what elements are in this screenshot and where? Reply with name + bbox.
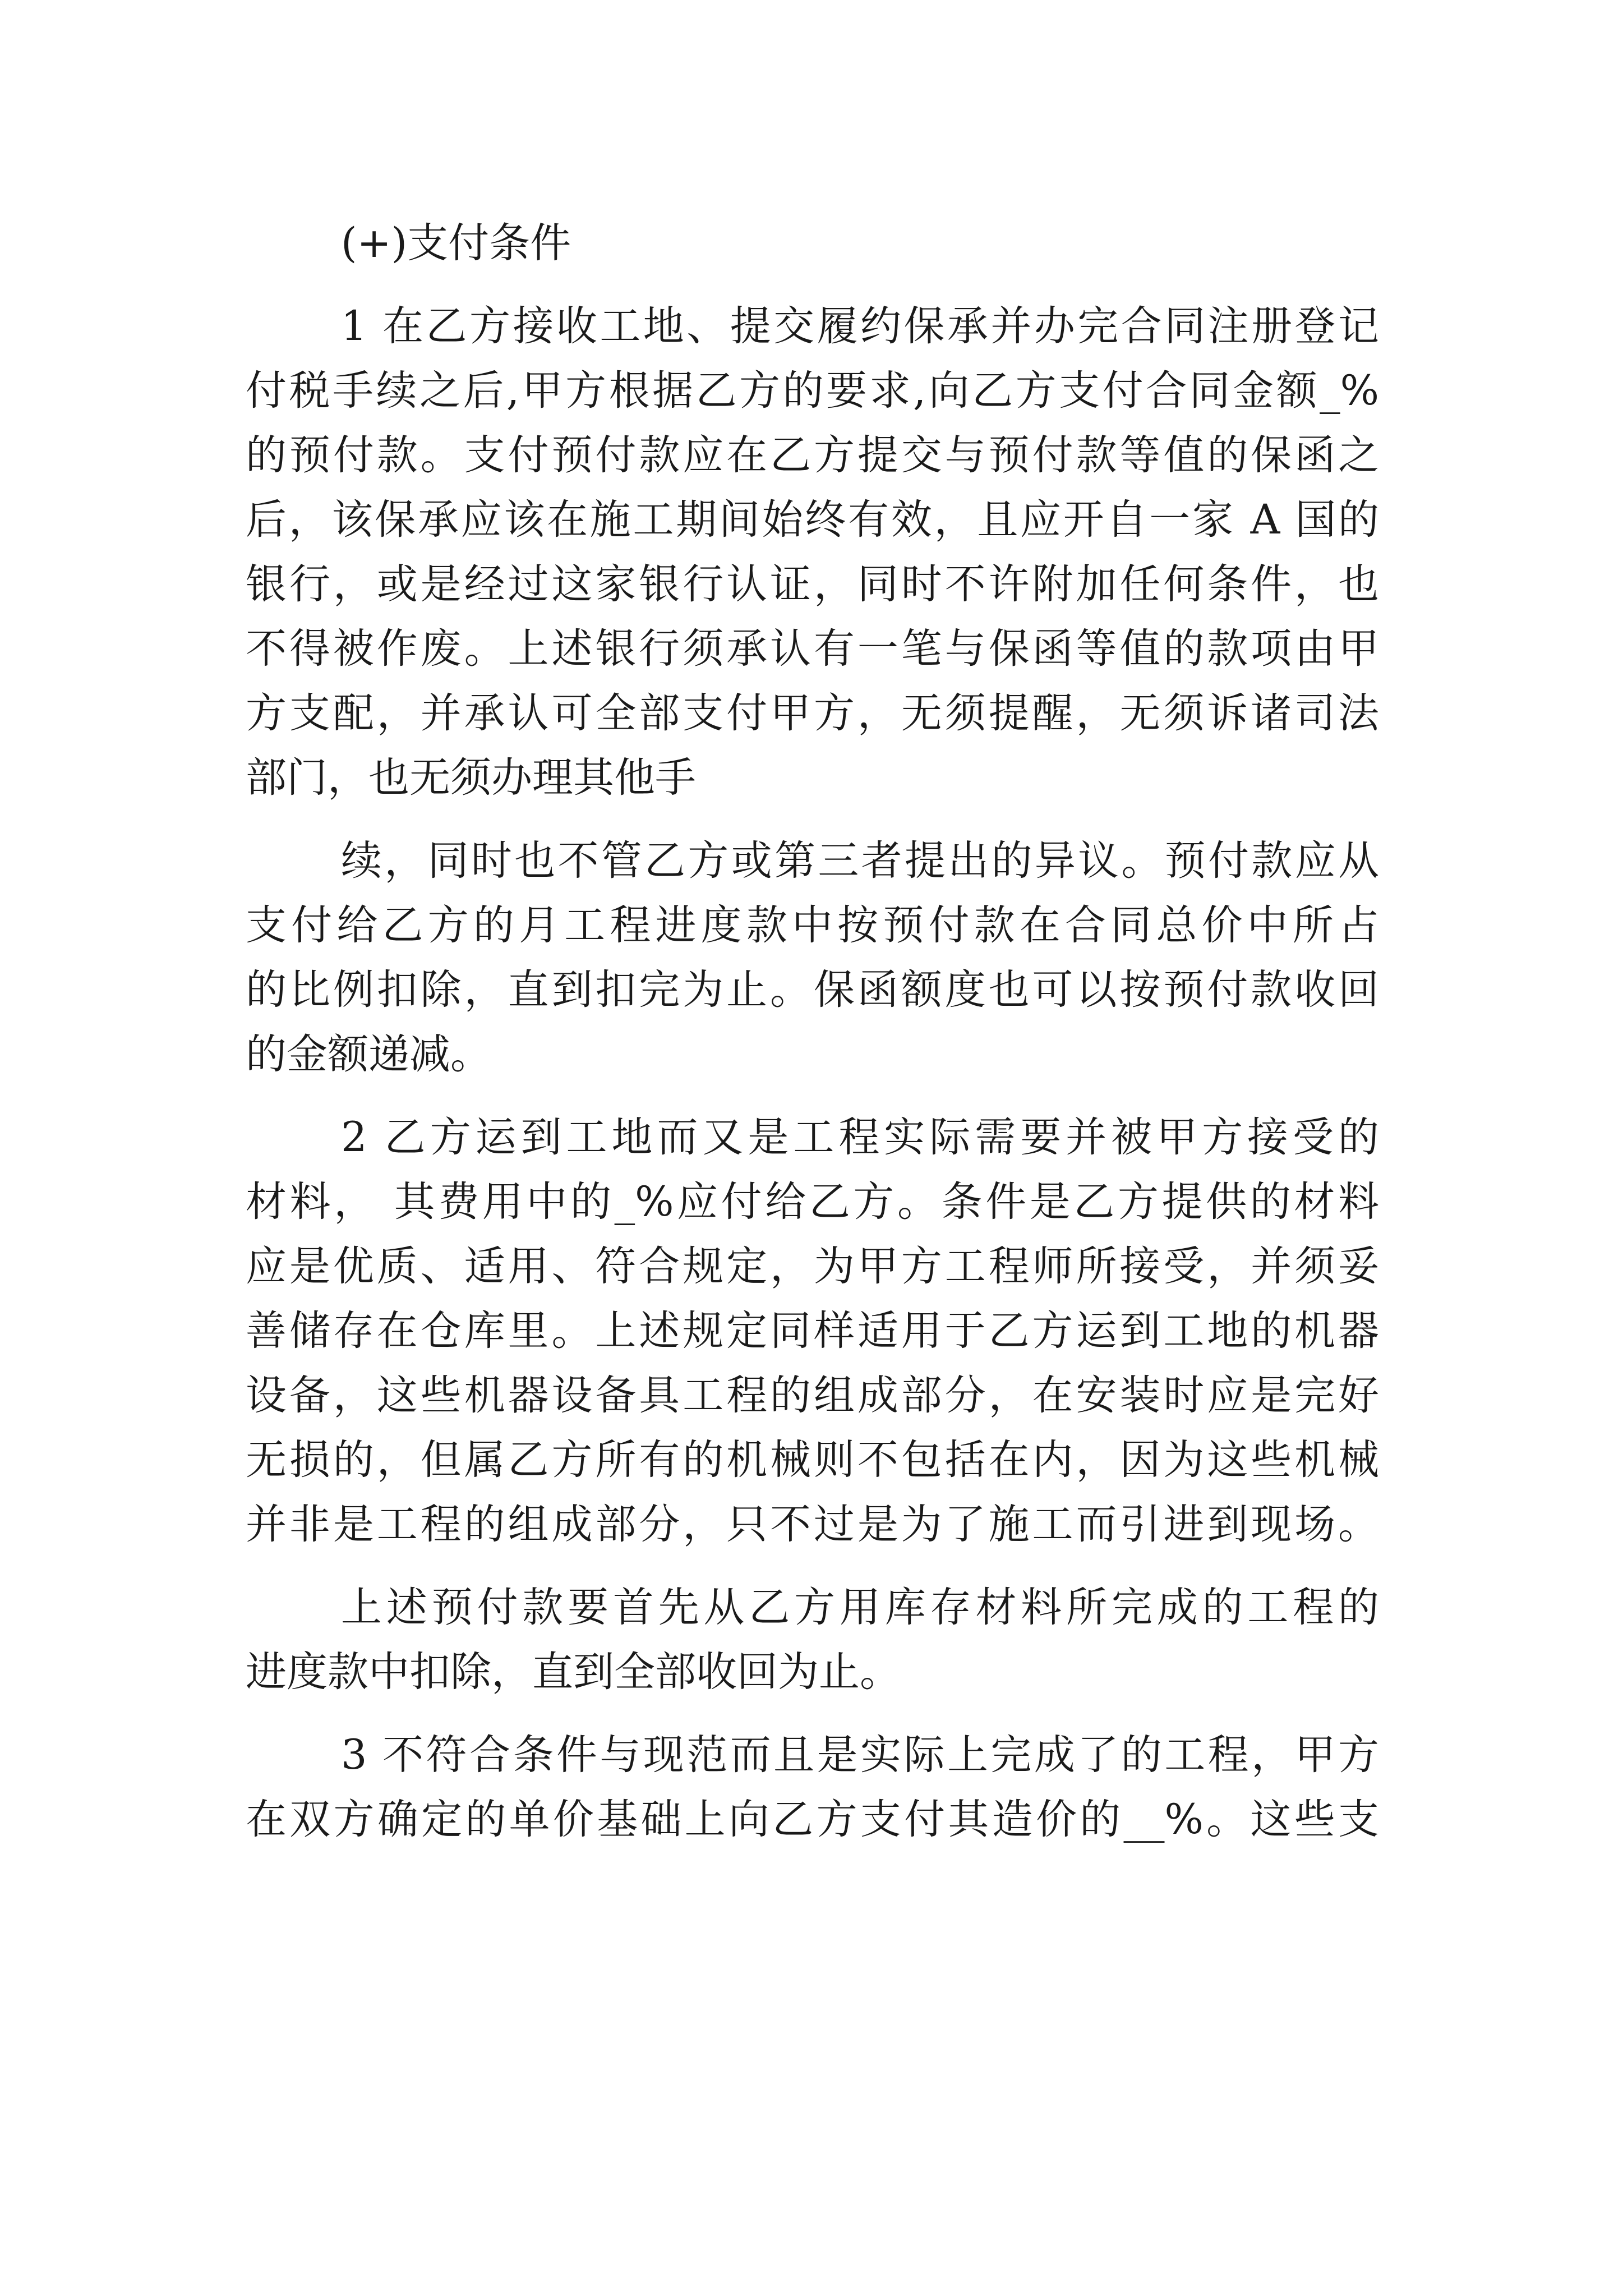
paragraph-line: 善储存在仓库里。上述规定同样适用于乙方运到工地的机器 (246, 1307, 1379, 1355)
paragraph-line: 在双方确定的单价基础上向乙方支付其造价的__%。这些支 (246, 1796, 1379, 1843)
paragraph-line: 并非是工程的组成部分，只不过是为了施工而引进到现场。 (246, 1501, 1379, 1548)
paragraph-line: 的预付款。支付预付款应在乙方提交与预付款等值的保函之 (246, 431, 1379, 479)
section-heading: (+)支付条件 (341, 219, 571, 267)
paragraph-line: 付税手续之后,甲方根据乙方的要求,向乙方支付合同金额_% (246, 367, 1379, 415)
paragraph-line: 方支配，并承认可全部支付甲方，无须提醒，无须诉诸司法 (246, 689, 1379, 737)
paragraph-line: 银行，或是经过这家银行认证，同时不许附加任何条件，也 (246, 560, 1379, 608)
paragraph-line: 2 乙方运到工地而又是工程实际需要并被甲方接受的 (341, 1114, 1379, 1161)
paragraph-line: 应是优质、适用、符合规定，为甲方工程师所接受，并须妥 (246, 1243, 1379, 1290)
paragraph-line: 3 不符合条件与现范而且是实际上完成了的工程，甲方 (341, 1731, 1379, 1779)
paragraph-line: 支付给乙方的月工程进度款中按预付款在合同总价中所占 (246, 901, 1379, 949)
paragraph-line: 后，该保承应该在施工期间始终有效，且应开自一家 A 国的 (246, 496, 1379, 544)
paragraph-line: 上述预付款要首先从乙方用库存材料所完成的工程的 (341, 1584, 1379, 1631)
paragraph-line: 的金额递减。 (246, 1030, 491, 1078)
paragraph-line: 进度款中扣除，直到全部收回为止。 (246, 1648, 901, 1696)
paragraph-line: 不得被作废。上述银行须承认有一笔与保函等值的款项由甲 (246, 625, 1379, 673)
paragraph-line: 设备，这些机器设备具工程的组成部分，在安装时应是完好 (246, 1372, 1379, 1419)
paragraph-line: 无损的，但属乙方所有的机械则不包括在内，因为这些机械 (246, 1436, 1379, 1484)
paragraph-line: 材料， 其费用中的_%应付给乙方。条件是乙方提供的材料 (246, 1178, 1379, 1226)
paragraph-line: 的比例扣除，直到扣完为止。保函额度也可以按预付款收回 (246, 966, 1379, 1014)
paragraph-line: 1 在乙方接收工地、提交履约保承并办完合同注册登记 (341, 302, 1379, 350)
paragraph-line: 续，同时也不管乙方或第三者提出的异议。预付款应从 (341, 837, 1379, 885)
paragraph-line: 部门，也无须办理其他手 (246, 754, 696, 802)
